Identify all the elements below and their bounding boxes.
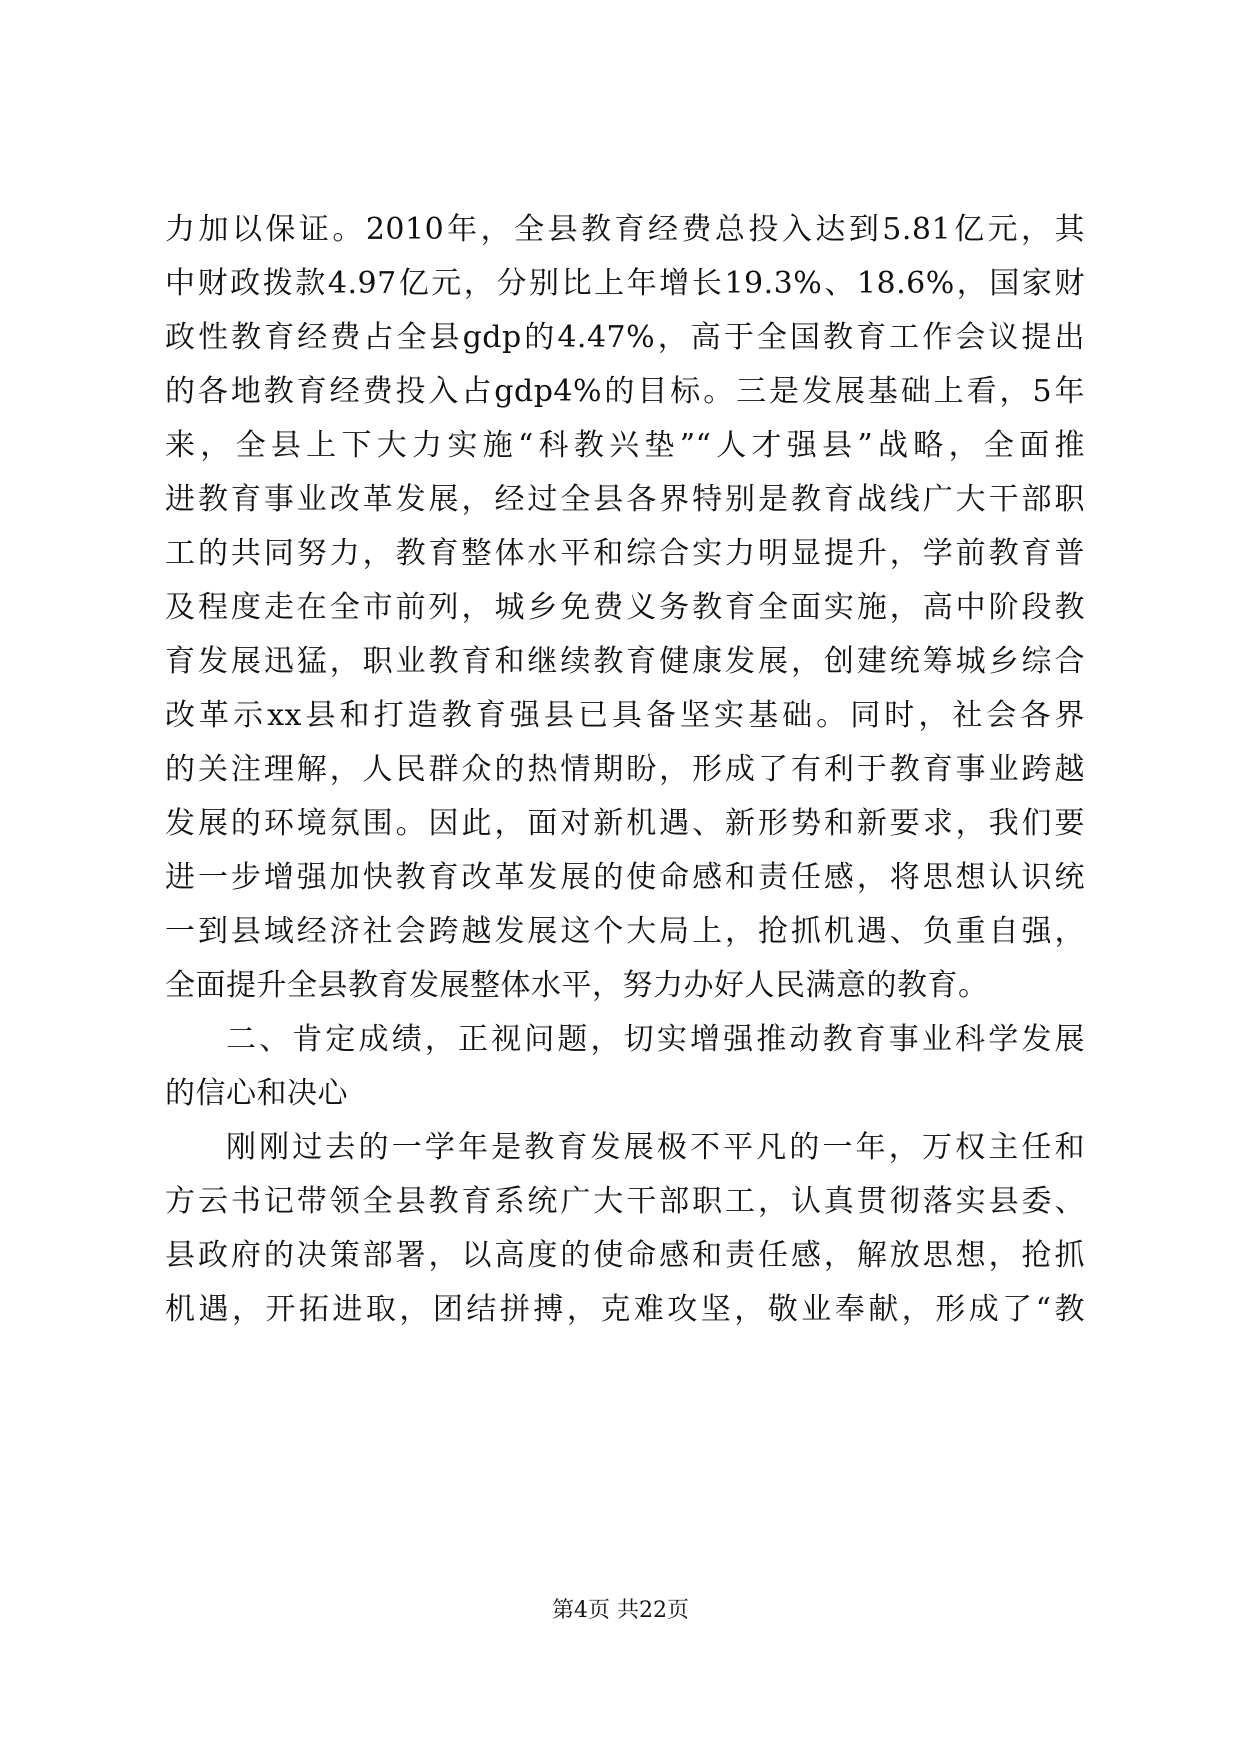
body-text-line: 机遇，开拓进取，团结拼搏，克难攻坚，敬业奉献，形成了“教 [165,1292,1085,1327]
section-heading-line: 的信心和决心 [165,1076,348,1111]
body-text-line: 工的共同努力，教育整体水平和综合实力明显提升，学前教育普 [165,536,1085,571]
body-text-line: 的关注理解，人民群众的热情期盼，形成了有利于教育事业跨越 [165,752,1085,787]
body-text-line: 政性教育经费占全县gdp的4.47%，高于全国教育工作会议提出 [165,320,1085,355]
body-text-line: 力加以保证。2010年，全县教育经费总投入达到5.81亿元，其 [165,212,1085,247]
body-text-line: 方云书记带领全县教育系统广大干部职工，认真贯彻落实县委、 [165,1184,1085,1219]
body-text-line: 进教育事业改革发展，经过全县各界特别是教育战线广大干部职 [165,482,1085,517]
body-text-line: 育发展迅猛，职业教育和继续教育健康发展，创建统筹城乡综合 [165,644,1085,679]
body-text-line: 刚刚过去的一学年是教育发展极不平凡的一年，万权主任和 [226,1130,1085,1165]
page-number-footer: 第4页 共22页 [552,1598,689,1623]
body-text-line: 县政府的决策部署，以高度的使命感和责任感，解放思想，抢抓 [165,1238,1085,1273]
body-text-line: 来，全县上下大力实施“科教兴垫”“人才强县”战略，全面推 [165,428,1085,463]
body-text-line: 进一步增强加快教育改革发展的使命感和责任感，将思想认识统 [165,860,1085,895]
body-text-line: 一到县域经济社会跨越发展这个大局上，抢抓机遇、负重自强， [165,914,1085,949]
body-text-line: 发展的环境氛围。因此，面对新机遇、新形势和新要求，我们要 [165,806,1085,841]
body-text-line: 中财政拨款4.97亿元，分别比上年增长19.3%、18.6%，国家财 [165,266,1085,301]
body-text-line: 及程度走在全市前列，城乡免费义务教育全面实施，高中阶段教 [165,590,1085,625]
body-text-line: 的各地教育经费投入占gdp4%的目标。三是发展基础上看，5年 [165,374,1085,409]
body-text-line: 全面提升全县教育发展整体水平，努力办好人民满意的教育。 [165,968,989,1003]
body-text-line: 改革示xx县和打造教育强县已具备坚实基础。同时，社会各界 [165,698,1085,733]
section-heading-line: 二、肯定成绩，正视问题，切实增强推动教育事业科学发展 [226,1022,1085,1057]
